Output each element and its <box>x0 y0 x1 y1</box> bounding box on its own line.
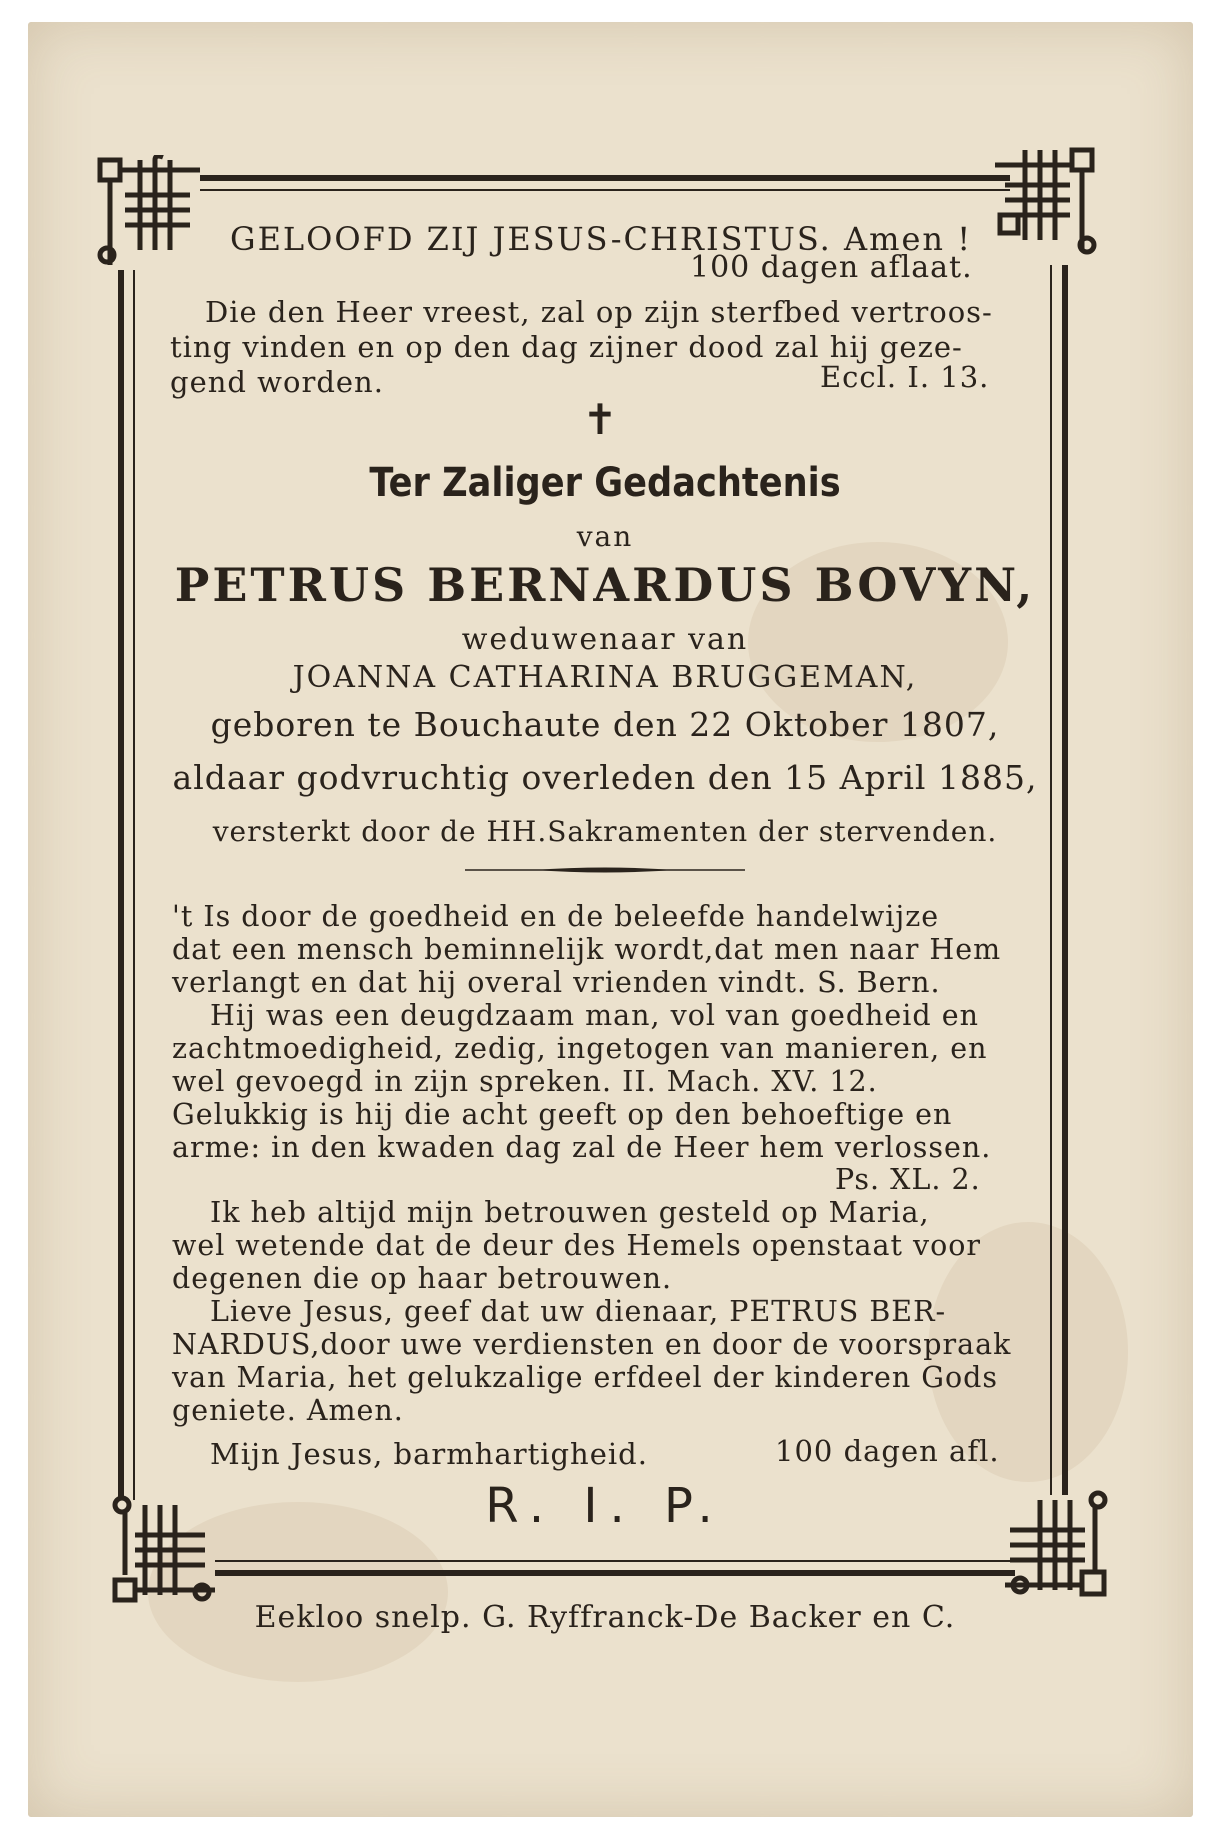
body-line: 't Is door de goedheid en de beleefde handelwijze <box>172 900 940 933</box>
printer-line: Eekloo snelp. G. Ryffranck-De Backer en C. <box>254 1600 956 1635</box>
closing-indulgence: 100 dagen afl. <box>775 1434 1000 1468</box>
memorial-heading: Ter Zaliger Gedachtenis <box>369 460 841 506</box>
body-line: geniete. Amen. <box>172 1394 404 1427</box>
body-line: van Maria, het gelukzalige erfdeel der kinderen Gods <box>172 1361 999 1394</box>
body-line: Ik heb altijd mijn betrouwen gesteld op Maria, <box>210 1196 930 1229</box>
body-line: Gelukkig is hij die acht geeft op den behoeftige en <box>172 1098 953 1131</box>
scripture-line: ting vinden en op den dag zijner dood zal hij geze- <box>170 330 963 364</box>
body-line: degenen die op haar betrouwen. <box>172 1262 672 1295</box>
body-line: arme: in den kwaden dag zal de Heer hem verlossen. <box>172 1131 992 1164</box>
frame-left-line-thin <box>133 270 135 1500</box>
frame-right-line-thin <box>1050 265 1052 1495</box>
scripture-reference: Eccl. I. 13. <box>820 360 990 394</box>
header-motto: GELOOFD ZIJ JESUS-CHRISTUS. Amen ! <box>230 220 973 258</box>
body-reference: Ps. XL. 2. <box>835 1163 981 1196</box>
death-line: aldaar godvruchtig overleden den 15 April 1885, <box>172 758 1038 797</box>
body-line: NARDUS,door uwe verdiensten en door de voorspraak <box>172 1328 1012 1361</box>
memorial-of: van <box>576 520 634 553</box>
corner-ornament-icon <box>990 145 1100 260</box>
body-line: dat een mensch beminnelijk wordt,dat men naar Hem <box>172 933 1002 966</box>
body-line: wel wetende dat de deur des Hemels openstaat voor <box>172 1229 982 1262</box>
spouse-name: JOANNA CATHARINA BRUGGEMAN, <box>292 660 918 695</box>
corner-ornament-icon <box>110 1495 220 1605</box>
corner-ornament-icon <box>1000 1490 1110 1600</box>
frame-left-line <box>118 270 124 1500</box>
cross-icon: ✝ <box>582 395 618 444</box>
frame-bottom-line <box>215 1560 1015 1562</box>
frame-bottom-line-thick <box>215 1570 1015 1576</box>
body-line: zachtmoedigheid, zedig, ingetogen van manieren, en <box>172 1032 988 1065</box>
body-line: verlangt en dat hij overal vrienden vindt. S. Bern. <box>172 966 941 999</box>
birth-line: geboren te Bouchaute den 22 Oktober 1807, <box>210 705 1000 744</box>
closing-prayer: Mijn Jesus, barmhartigheid. <box>210 1437 648 1471</box>
scripture-line: Die den Heer vreest, zal op zijn sterfbed vertroos- <box>205 295 993 329</box>
body-line: Lieve Jesus, geef dat uw dienaar, PETRUS BER- <box>210 1295 947 1328</box>
relation: weduwenaar van <box>461 622 749 657</box>
body-line: wel gevoegd in zijn spreken. II. Mach. XV. 12. <box>172 1065 878 1098</box>
rip-text: R. I. P. <box>485 1478 725 1534</box>
frame-right-line <box>1062 265 1068 1495</box>
corner-ornament-icon <box>95 155 205 270</box>
body-line: Hij was een deugdzaam man, vol van goedheid en <box>210 999 979 1032</box>
header-indulgence: 100 dagen aflaat. <box>690 250 973 285</box>
frame-top-line-thin <box>200 189 1010 191</box>
scripture-line: gend worden. <box>170 365 384 399</box>
sacraments-line: versterkt door de HH.Sakramenten der stervenden. <box>212 815 998 848</box>
frame-top-line <box>200 175 1010 181</box>
deceased-name: PETRUS BERNARDUS BOVYN, <box>174 558 1036 612</box>
divider-line <box>465 865 745 875</box>
